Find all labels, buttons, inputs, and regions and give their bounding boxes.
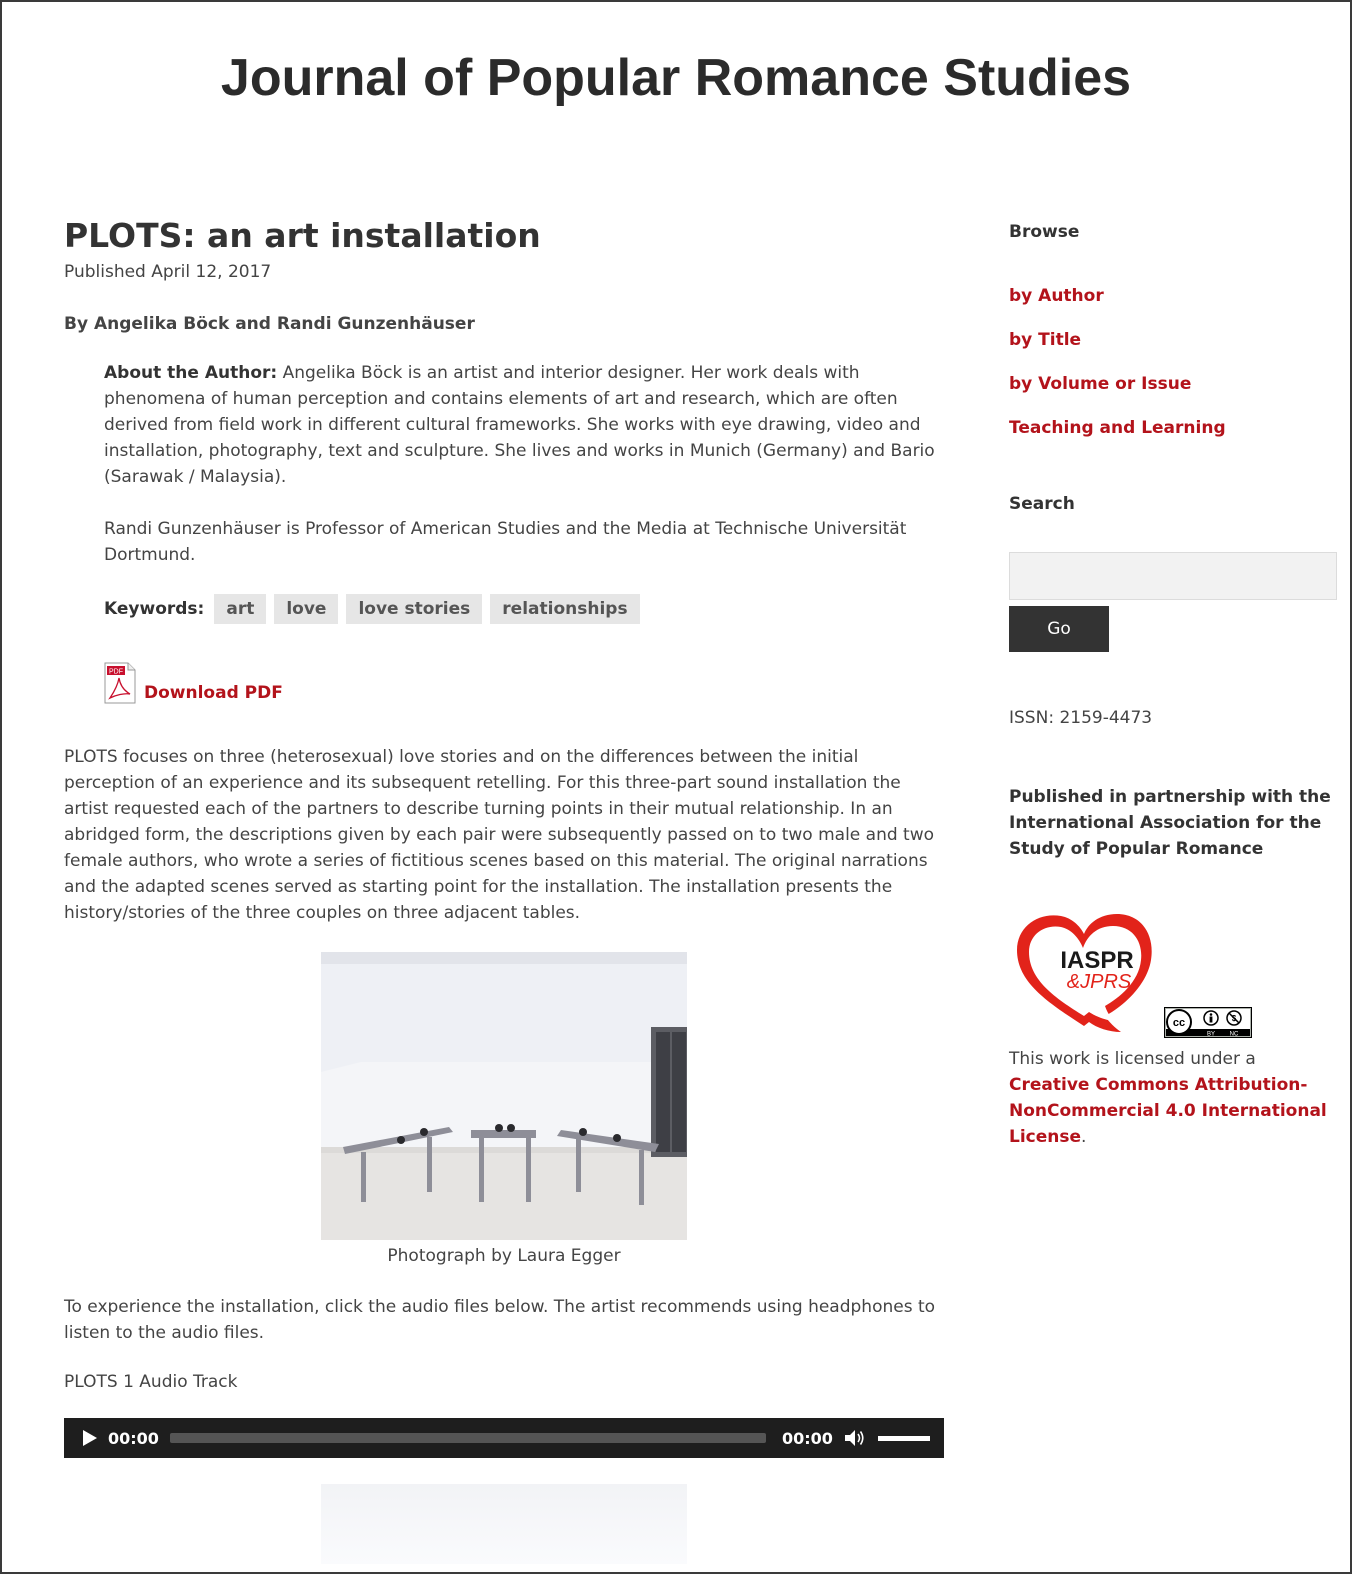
article-main <box>64 214 944 1564</box>
issn-text: ISSN: 2159-4473 <box>1009 708 1153 728</box>
license-prefix: This work is licensed under a <box>1009 1049 1256 1069</box>
article-title: PLOTS: an art installation <box>64 216 541 255</box>
cc-by-nc-license-badge[interactable] <box>1164 1007 1252 1038</box>
about-author-text: Angelika Böck is an artist and interior designer. Her work deals with phenomena of human perception and contains elements of art and research, which are often derived from field work in different cultural frameworks. She works with eye drawing, video and installation, photography, text and sculpture. She lives and works in Munich (Germany) and Bario (Sarawak / Malaysia). <box>104 363 935 487</box>
duration-time: 00:00 <box>782 1428 833 1448</box>
go-button[interactable]: Go <box>1009 606 1109 652</box>
license-link[interactable]: Creative Commons Attribution-NonCommercial 4.0 International License <box>1009 1075 1327 1147</box>
logo-text-secondary: &JPRS <box>1066 971 1132 993</box>
volume-slider[interactable] <box>878 1436 930 1441</box>
teaching-learning-link[interactable]: Teaching and Learning <box>1009 418 1226 438</box>
keyword-tag[interactable]: love <box>274 594 338 624</box>
search-heading: Search <box>1009 494 1075 514</box>
logo-text-primary: IASPR <box>1060 947 1134 974</box>
svg-text:$: $ <box>1231 1014 1237 1023</box>
volume-icon[interactable] <box>844 1429 866 1447</box>
about-author-paragraph <box>104 360 944 490</box>
cc-nc-text: NC <box>1229 1031 1239 1038</box>
keyword-tag[interactable]: relationships <box>490 594 639 624</box>
keyword-tag[interactable]: love stories <box>346 594 482 624</box>
search-input[interactable] <box>1009 552 1337 600</box>
browse-item <box>1009 416 1339 440</box>
figure <box>321 952 687 1266</box>
browse-heading: Browse <box>1009 222 1080 242</box>
about-author-label: About the Author: <box>104 363 278 383</box>
iaspr-logo[interactable] <box>1009 908 1159 1038</box>
audio-player <box>64 1418 944 1458</box>
pdf-file-icon <box>104 662 136 704</box>
browse-item <box>1009 284 1339 308</box>
svg-text:cc: cc <box>1172 1017 1186 1029</box>
browse-by-volume-link[interactable]: by Volume or Issue <box>1009 374 1192 394</box>
cc-by-text: BY <box>1207 1031 1216 1038</box>
keyword-tag[interactable]: art <box>214 594 266 624</box>
keywords-row <box>104 594 944 624</box>
site-title[interactable]: Journal of Popular Romance Studies <box>220 49 1132 107</box>
pdf-icon-text: PDF <box>109 668 123 676</box>
about-author-block <box>104 360 944 624</box>
download-pdf-row[interactable] <box>104 662 944 704</box>
license-suffix: . <box>1081 1127 1087 1147</box>
second-installation-photo <box>321 1484 687 1564</box>
sidebar <box>1009 220 1339 1150</box>
photo-caption: Photograph by Laura Egger <box>387 1246 621 1266</box>
published-date: Published April 12, 2017 <box>64 262 272 282</box>
progress-bar[interactable] <box>170 1433 766 1443</box>
keywords-label: Keywords: <box>104 599 205 619</box>
browse-item <box>1009 372 1339 396</box>
download-pdf-link[interactable]: Download PDF <box>144 683 283 703</box>
audio-track-label: PLOTS 1 Audio Track <box>64 1372 238 1392</box>
second-author-paragraph: Randi Gunzenhäuser is Professor of American Studies and the Media at Technische Universität Dortmund. <box>104 519 907 565</box>
partner-text: Published in partnership with the International Association for the Study of Popular Romance <box>1009 787 1331 859</box>
current-time: 00:00 <box>108 1428 159 1448</box>
article-paragraph-1: PLOTS focuses on three (heterosexual) love stories and on the differences between the initial perception of an experience and its subsequent retelling. For this three-part sound installation the artist requested each of the partners to describe turning points in their mutual relationship. In an abridged form, the descriptions given by each pair were subsequently passed on to two male and two female authors, who wrote a series of fictitious scenes based on this material. The original narrations and the adapted scenes served as starting point for the installation. The installation presents the history/stories of the three couples on three adjacent tables. <box>64 747 935 923</box>
play-icon[interactable] <box>82 1429 98 1447</box>
article-byline: By Angelika Böck and Randi Gunzenhäuser <box>64 314 475 334</box>
browse-list <box>1009 284 1339 440</box>
browse-by-title-link[interactable]: by Title <box>1009 330 1082 350</box>
article-paragraph-2: To experience the installation, click the audio files below. The artist recommends using headphones to listen to the audio files. <box>64 1297 936 1343</box>
installation-photo <box>321 952 687 1240</box>
license-text <box>1009 1046 1339 1150</box>
browse-item <box>1009 328 1339 352</box>
browse-by-author-link[interactable]: by Author <box>1009 286 1104 306</box>
